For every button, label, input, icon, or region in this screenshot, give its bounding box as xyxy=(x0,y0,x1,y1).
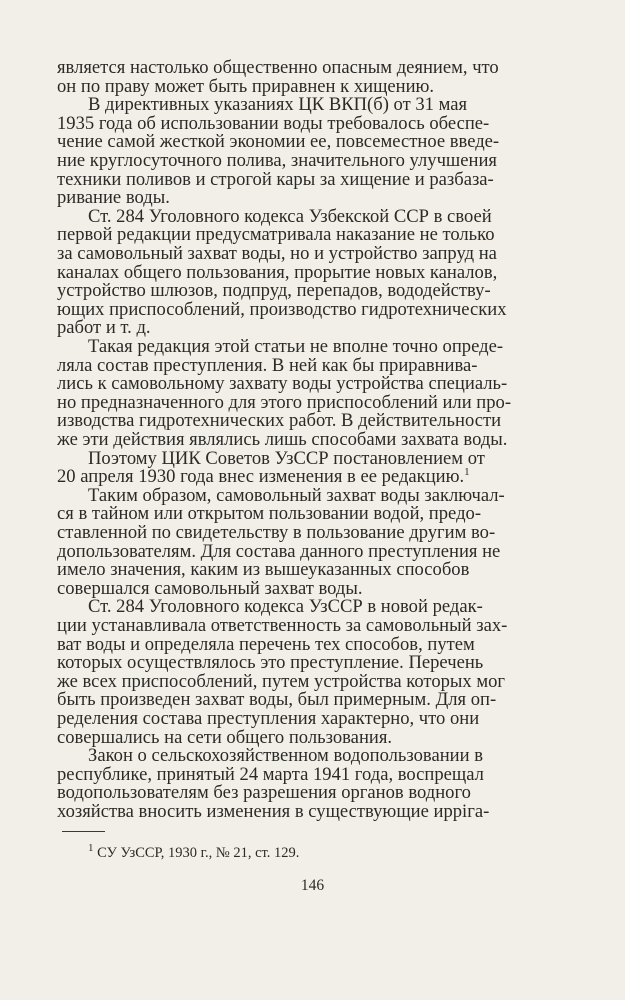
text-line-content: имело значения, каким из вышеуказанных способов xyxy=(57,559,470,581)
text-line-content: Ст. 284 Уголовного кодекса УзССР в новой редак- xyxy=(88,596,483,618)
text-line-content: Поэтому ЦИК Советов УзССР постановлением от xyxy=(88,447,485,469)
text-line-content: ривание воды. xyxy=(57,187,170,209)
text-line xyxy=(0,801,625,823)
footnote-content xyxy=(88,844,299,862)
footnote-text: СУ УзССР, 1930 г., № 21, ст. 129. xyxy=(93,845,300,861)
text-line-content: ции устанавливала ответственность за самовольный зах- xyxy=(57,615,508,636)
text-line-content: допользователям. Для состава данного преступления не xyxy=(57,540,501,562)
text-line-content: является настолько общественно опасным деянием, что xyxy=(57,57,499,78)
footnote-reference: 1 xyxy=(464,466,470,478)
text-line-content: каналах общего пользования, прорытие новых каналов, xyxy=(57,261,498,283)
text-line-content: ставленной по свидетельству в пользование другим во- xyxy=(57,522,496,543)
footnote-separator xyxy=(62,831,105,832)
text-line-content: ват воды и определяла перечень тех способов, путем xyxy=(57,633,475,655)
text-line-content: но предназначенного для этого приспособлений или про- xyxy=(57,391,512,413)
page-number: 146 xyxy=(300,877,325,894)
text-line-content: Такая редакция этой статьи не вполне точно опреде- xyxy=(88,336,504,357)
text-line-content: работ и т. д. xyxy=(57,317,151,339)
text-line-content: Таким образом, самовольный захват воды заключал- xyxy=(88,484,505,506)
text-line-content: совершался самовольный захват воды. xyxy=(57,577,363,599)
text-line-content: техники поливов и строгой кары за хищение и разбаза- xyxy=(57,168,494,190)
text-line-content: Закон о сельскохозяйственном водопользовании в xyxy=(88,745,483,767)
text-line-content: же всех приспособлений, путем устройства которых мог xyxy=(57,670,506,692)
text-line-content: хозяйства вносить изменения в существующие ирріга- xyxy=(57,801,490,822)
text-line-content: устройство шлюзов, подпруд, перепадов, вододейству- xyxy=(57,280,491,302)
text-line-body: 20 апреля 1930 года внес изменения в ее редакцию. xyxy=(57,466,465,488)
text-line-content: республике, принятый 24 марта 1941 года, воспрещал xyxy=(57,763,484,785)
text-line-content: Ст. 284 Уголовного кодекса Узбекской ССР в своей xyxy=(88,205,492,227)
text-line-content: чение самой жесткой экономии ее, повсеместное введе- xyxy=(57,131,500,153)
text-line-content: 1935 года об использовании воды требовалось обеспе- xyxy=(57,112,490,134)
text-line-content: лись к самовольному захвату воды устройства специаль- xyxy=(57,373,508,395)
text-line-content: ние круглосуточного полива, значительного улучшения xyxy=(57,150,497,171)
text-line-content: В директивных указаниях ЦК ВКП(б) от 31 мая xyxy=(88,94,468,116)
text-line-content: за самовольный захват воды, но и устройство запруд на xyxy=(57,243,497,264)
text-line-content: совершались на сети общего пользования. xyxy=(57,726,393,748)
text-line-content: водопользователям без разрешения органов водного xyxy=(57,782,471,804)
text-line-content: изводства гидротехнических работ. В действительности xyxy=(57,410,502,432)
text-line-content: первой редакции предусматривала наказание не только xyxy=(57,224,495,246)
text-line-content: он по праву может быть приравнен к хищению. xyxy=(57,75,435,97)
text-line-content: которых осуществлялось это преступление. Перечень xyxy=(57,652,484,674)
text-line-content: же эти действия являлись лишь способами захвата воды. xyxy=(57,429,508,450)
text-line-content: ределения состава преступления характерно, что они xyxy=(57,708,480,729)
footnote-marker: 1 xyxy=(88,842,94,855)
text-line-content: ющих приспособлений, производство гидротехнических xyxy=(57,298,507,320)
text-line-content: ляла состав преступления. В ней как бы приравнива- xyxy=(57,354,478,376)
text-line-content: быть произведен захват воды, был примерным. Для оп- xyxy=(57,689,497,711)
text-line-content: ся в тайном или открытом пользовании водой, предо- xyxy=(57,503,482,525)
